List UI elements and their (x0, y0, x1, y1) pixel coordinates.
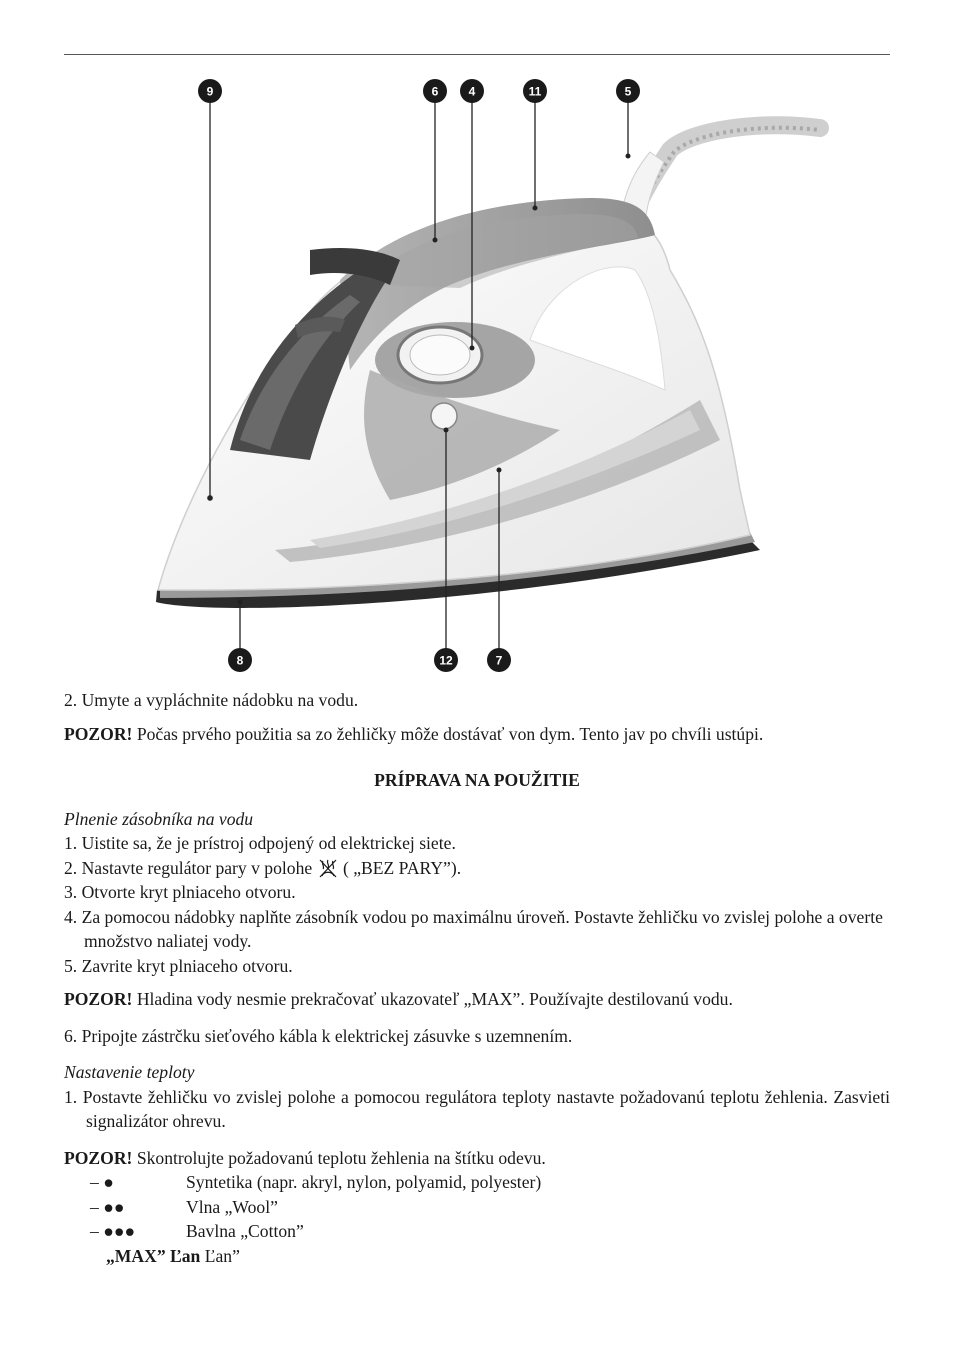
callout-12 (434, 648, 458, 672)
warning-label: POZOR! (64, 1147, 133, 1168)
callout-8 (228, 648, 252, 672)
warning-first-use (64, 722, 890, 747)
warning-text: Hladina vody nesmie prekračovať ukazovateľ „MAX”. Používajte destilovanú vodu. (132, 989, 733, 1009)
fill-step-4: 4. Za pomocou nádobky naplňte zásobník vodou po maximálnu úroveň. Postavte žehličku vo zvislej polohe a overte množstvo naliatej vody. (64, 906, 883, 951)
callout-7 (487, 648, 511, 672)
step-6: 6. Pripojte zástrčku sieťového kábla k elektrickej zásuvke s uzemnením. (64, 1025, 573, 1046)
warning-water-level (64, 987, 890, 1012)
self-clean-button (431, 403, 457, 429)
setting-label: Bavlna „Cotton” (186, 1221, 304, 1241)
iron-illustration (60, 70, 894, 680)
svg-text:7: 7 (495, 653, 503, 668)
svg-text:4: 4 (468, 84, 476, 99)
svg-text:12: 12 (439, 653, 453, 668)
temperature-settings-list (64, 1170, 890, 1244)
fill-step-5: 5. Zavrite kryt plniaceho otvoru. (64, 955, 293, 976)
warning-label: POZOR! (64, 989, 133, 1009)
warning-text: Skontrolujte požadovanú teplotu žehlenia na štítku odevu. (132, 1147, 546, 1168)
callout-5 (616, 79, 640, 103)
setting-symbol: – ● (90, 1172, 114, 1192)
setting-label: Syntetika (napr. akryl, nylon, polyamid, polyester) (186, 1172, 542, 1192)
fill-step-1: 1. Uistite sa, že je prístroj odpojený od elektrickej siete. (64, 833, 456, 853)
max-text: Ľan” (200, 1245, 240, 1266)
svg-text:5: 5 (624, 84, 632, 99)
setting-max-row (64, 1244, 890, 1269)
setting-row (64, 1195, 890, 1220)
subheading-water: Plnenie zásobníka na vodu (64, 808, 254, 829)
callout-9 (198, 79, 222, 103)
fill-step-3: 3. Otvorte kryt plniaceho otvoru. (64, 882, 296, 902)
callout-6 (423, 79, 447, 103)
setting-row (64, 1170, 890, 1195)
temp-step-1: 1. Postavte žehličku vo zvislej polohe a pomocou regulátora teploty nastavte požadovanú teplotu žehlenia. Zasvieti signalizátor ohrevu. (64, 1086, 890, 1131)
setting-symbol: – ●● (90, 1196, 125, 1217)
fill-step-2-text: 2. Nastavte regulátor pary v polohe (64, 857, 317, 878)
section-heading: PRÍPRAVA NA POUŽITIE (374, 770, 580, 790)
svg-text:11: 11 (528, 84, 542, 99)
setting-symbol: – ●●● (90, 1221, 136, 1241)
svg-text:9: 9 (206, 84, 214, 99)
power-cord (635, 125, 820, 210)
top-rule (64, 54, 890, 55)
callout-11 (523, 79, 547, 103)
warning-label: POZOR! (64, 723, 133, 744)
warning-text: Počas prvého použitia sa zo žehličky môže dostávať von dym. Tento jav po chvíli ustúpi. (132, 723, 764, 744)
subheading-temperature: Nastavenie teploty (64, 1062, 195, 1082)
max-label: „MAX” Ľan (106, 1245, 201, 1266)
svg-text:8: 8 (236, 653, 244, 668)
svg-text:6: 6 (431, 84, 439, 99)
warning-label-check (64, 1146, 890, 1171)
setting-row (64, 1219, 890, 1244)
callout-4 (460, 79, 484, 103)
no-steam-icon (317, 857, 339, 879)
step-2: 2. Umyte a vypláchnite nádobku na vodu. (64, 690, 359, 710)
fill-step-2-suffix: ( „BEZ PARY”). (338, 857, 462, 878)
fill-step-2 (64, 856, 890, 881)
iron-figure (60, 70, 894, 680)
instructions-text (64, 688, 890, 1268)
setting-label: Vlna „Wool” (186, 1196, 278, 1217)
